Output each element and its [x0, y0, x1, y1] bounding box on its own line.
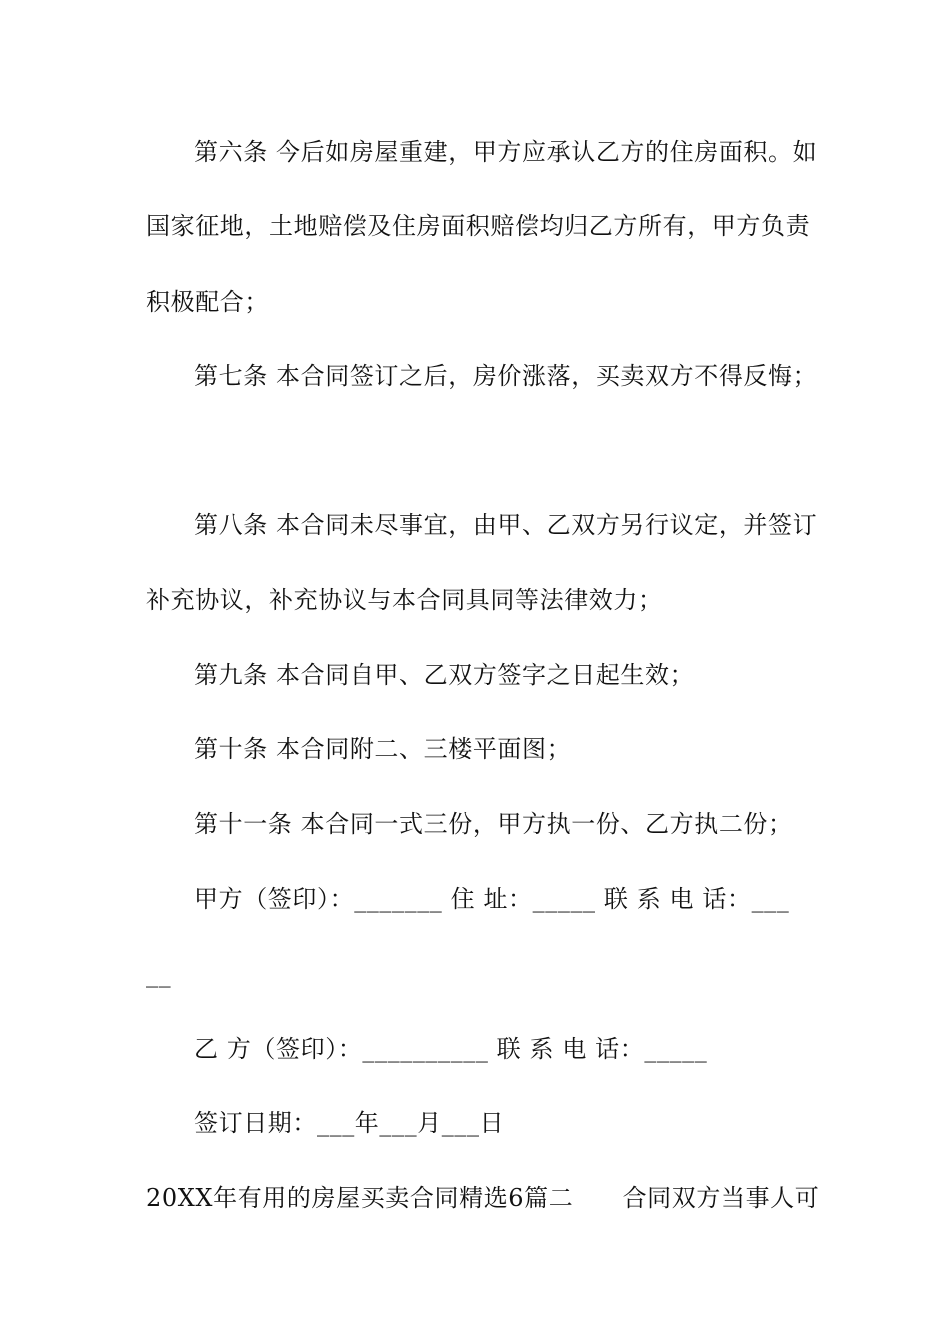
- party-b-signature-line: 乙 方（签印）：__________ 联 系 电 话：_____: [194, 1035, 708, 1063]
- article-8-line-1: 第八条 本合同未尽事宜，由甲、乙双方另行议定，并签订: [194, 511, 818, 539]
- article-11: 第十一条 本合同一式三份，甲方执一份、乙方执二份；: [194, 810, 793, 838]
- article-6-line-1: 第六条 今后如房屋重建，甲方应承认乙方的住房面积。如: [194, 138, 818, 166]
- signing-date-line: 签订日期：___年___月___日: [194, 1109, 505, 1137]
- article-6-line-2: 国家征地，土地赔偿及住房面积赔偿均归乙方所有，甲方负责: [146, 212, 811, 240]
- article-7: 第七条 本合同签订之后，房价涨落，买卖双方不得反悔；: [194, 362, 818, 390]
- article-10: 第十条 本合同附二、三楼平面图；: [194, 735, 572, 763]
- party-a-signature-line-cont: __: [146, 960, 172, 988]
- next-section-heading: 20XX年有用的房屋买卖合同精选6篇二 合同双方当事人可: [146, 1184, 820, 1212]
- article-8-line-2: 补充协议，补充协议与本合同具同等法律效力；: [146, 586, 663, 614]
- party-a-signature-line: 甲方（签印）：_______ 住 址：_____ 联 系 电 话：___: [194, 885, 790, 913]
- article-9: 第九条 本合同自甲、乙双方签字之日起生效；: [194, 661, 695, 689]
- article-6-line-3: 积极配合；: [146, 288, 269, 316]
